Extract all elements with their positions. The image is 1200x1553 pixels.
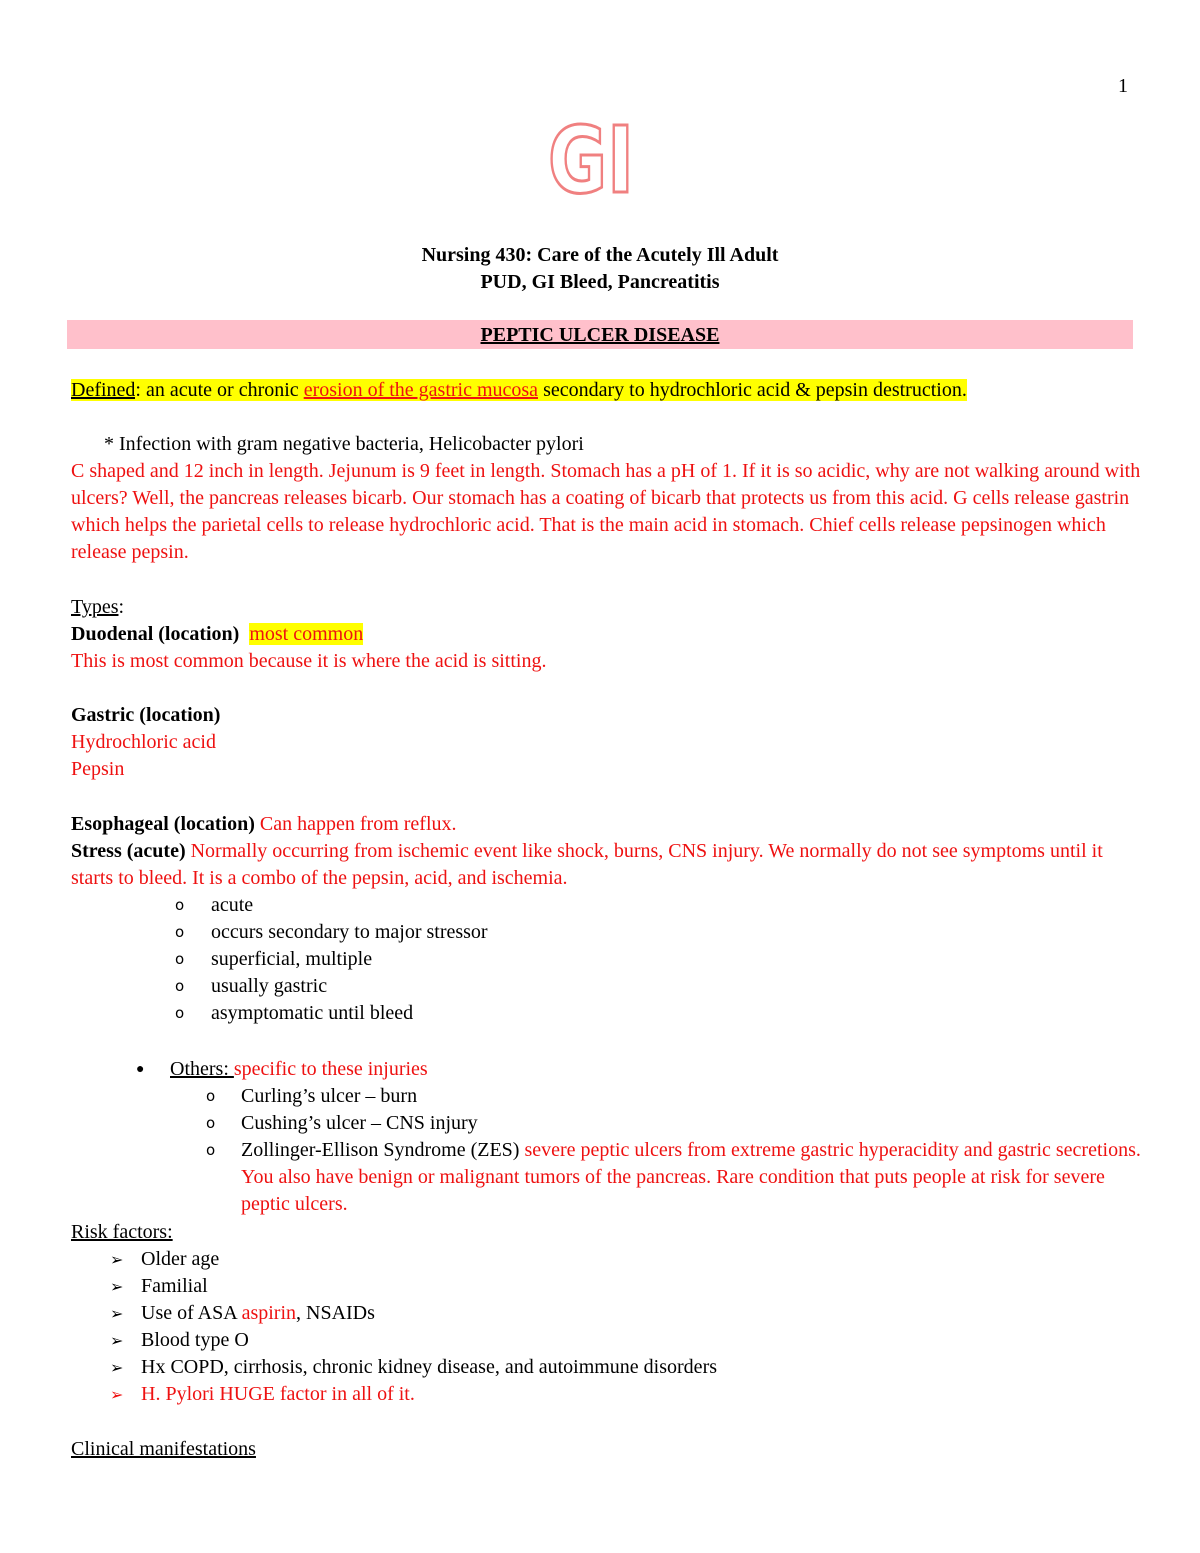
- stress-note: Normally occurring from ischemic event like shock, burns, CNS injury. We normally do not see symptoms until it starts to bleed. It is a combo of the pepsin, acid, and ischemia.: [71, 840, 1103, 889]
- esophageal-title: Esophageal (location): [71, 813, 255, 835]
- others-item-2: Cushing’s ulcer – CNS injury: [241, 1112, 478, 1134]
- defined-text-2: secondary to hydrochloric acid & pepsin destruction.: [538, 379, 967, 401]
- risk-item-3-post: , NSAIDs: [296, 1302, 375, 1324]
- gastric-note-1: Hydrochloric acid: [71, 731, 216, 753]
- arrow-bullet-icon: ➢: [110, 1304, 124, 1323]
- others-line: [170, 1056, 428, 1083]
- course-topics: PUD, GI Bleed, Pancreatitis: [480, 271, 720, 293]
- definition-line: [71, 377, 967, 404]
- types-heading: [71, 594, 124, 621]
- stress-bullet-1: acute: [211, 894, 254, 916]
- section-title: PEPTIC ULCER DISEASE: [480, 324, 720, 346]
- circle-bullet: o: [175, 1004, 185, 1022]
- risk-item-2: Familial: [141, 1275, 208, 1297]
- gastric-title: Gastric (location): [71, 704, 221, 726]
- gastric-note-2: Pepsin: [71, 758, 125, 780]
- circle-bullet: o: [175, 896, 185, 914]
- others-item-3: [241, 1137, 1141, 1218]
- circle-bullet: o: [175, 923, 185, 941]
- filled-bullet: ●: [136, 1062, 145, 1077]
- stress-bullet-4: usually gastric: [211, 975, 328, 997]
- arrow-bullet-icon: ➢: [110, 1358, 124, 1377]
- duodenal-highlight: most common: [249, 623, 364, 645]
- arrow-bullet-icon: ➢: [110, 1250, 124, 1269]
- gi-logo: [548, 107, 634, 214]
- defined-text-1: : an acute or chronic: [135, 379, 304, 401]
- risk-factors-heading: Risk factors:: [71, 1221, 173, 1243]
- arrow-bullet-icon: ➢: [110, 1277, 124, 1296]
- notes-paragraph: C shaped and 12 inch in length. Jejunum is 9 feet in length. Stomach has a pH of 1. If it is so acidic, why are not walking around with ulcers? Well, the pancreas releases bicarb. Our stomach has a coating of bicarb that protects us from this acid. G cells release gastrin which helps the parietal cells to release hydrochloric acid. That is the main acid in stomach. Chief cells release pepsinogen which release pepsin.: [71, 460, 1141, 563]
- circle-bullet: o: [175, 950, 185, 968]
- zes-note: severe peptic ulcers from extreme gastric hyperacidity and gastric secretions. You also have benign or malignant tumors of the pancreas. Rare condition that puts people at risk for severe peptic ulcers.: [241, 1139, 1141, 1215]
- risk-item-6: H. Pylori HUGE factor in all of it.: [141, 1383, 415, 1405]
- others-label: Others:: [170, 1058, 234, 1080]
- logo-text: GI: [548, 107, 634, 214]
- risk-item-3: [141, 1300, 375, 1327]
- types-colon: :: [118, 596, 125, 618]
- section-banner: [67, 320, 1133, 349]
- course-title: Nursing 430: Care of the Acutely Ill Adult: [421, 244, 779, 266]
- stress-bullet-2: occurs secondary to major stressor: [211, 921, 488, 943]
- risk-item-5: Hx COPD, cirrhosis, chronic kidney disease, and autoimmune disorders: [141, 1356, 718, 1378]
- circle-bullet: o: [206, 1141, 216, 1159]
- stress-title: Stress (acute): [71, 840, 186, 862]
- duodenal-note: This is most common because it is where the acid is sitting.: [71, 650, 547, 672]
- arrow-bullet-icon: ➢: [110, 1385, 124, 1404]
- infection-note: * Infection with gram negative bacteria, Helicobacter pylori: [104, 433, 584, 455]
- duodenal-title: Duodenal (location): [71, 623, 240, 645]
- risk-item-3-pre: Use of ASA: [141, 1302, 242, 1324]
- circle-bullet: o: [206, 1087, 216, 1105]
- others-item-1: Curling’s ulcer – burn: [241, 1085, 418, 1107]
- stress-paragraph: [71, 838, 1141, 892]
- zes-title: Zollinger-Ellison Syndrome (ZES): [241, 1139, 520, 1161]
- risk-item-4: Blood type O: [141, 1329, 249, 1351]
- defined-label: Defined: [71, 379, 136, 401]
- others-note: specific to these injuries: [233, 1058, 428, 1080]
- esophageal-note: Can happen from reflux.: [254, 813, 457, 835]
- types-label: Types: [71, 596, 119, 618]
- duodenal-line: [71, 621, 363, 648]
- esophageal-line: [71, 811, 457, 838]
- page-number: 1: [1118, 75, 1128, 97]
- circle-bullet: o: [175, 977, 185, 995]
- arrow-bullet-icon: ➢: [110, 1331, 124, 1350]
- risk-item-3-red: aspirin: [241, 1302, 297, 1324]
- risk-item-1: Older age: [141, 1248, 220, 1270]
- circle-bullet: o: [206, 1114, 216, 1132]
- stress-bullet-3: superficial, multiple: [211, 948, 373, 970]
- defined-highlight: erosion of the gastric mucosa: [303, 379, 539, 401]
- stress-bullet-5: asymptomatic until bleed: [211, 1002, 414, 1024]
- clinical-manifestations-heading: Clinical manifestations: [71, 1438, 256, 1460]
